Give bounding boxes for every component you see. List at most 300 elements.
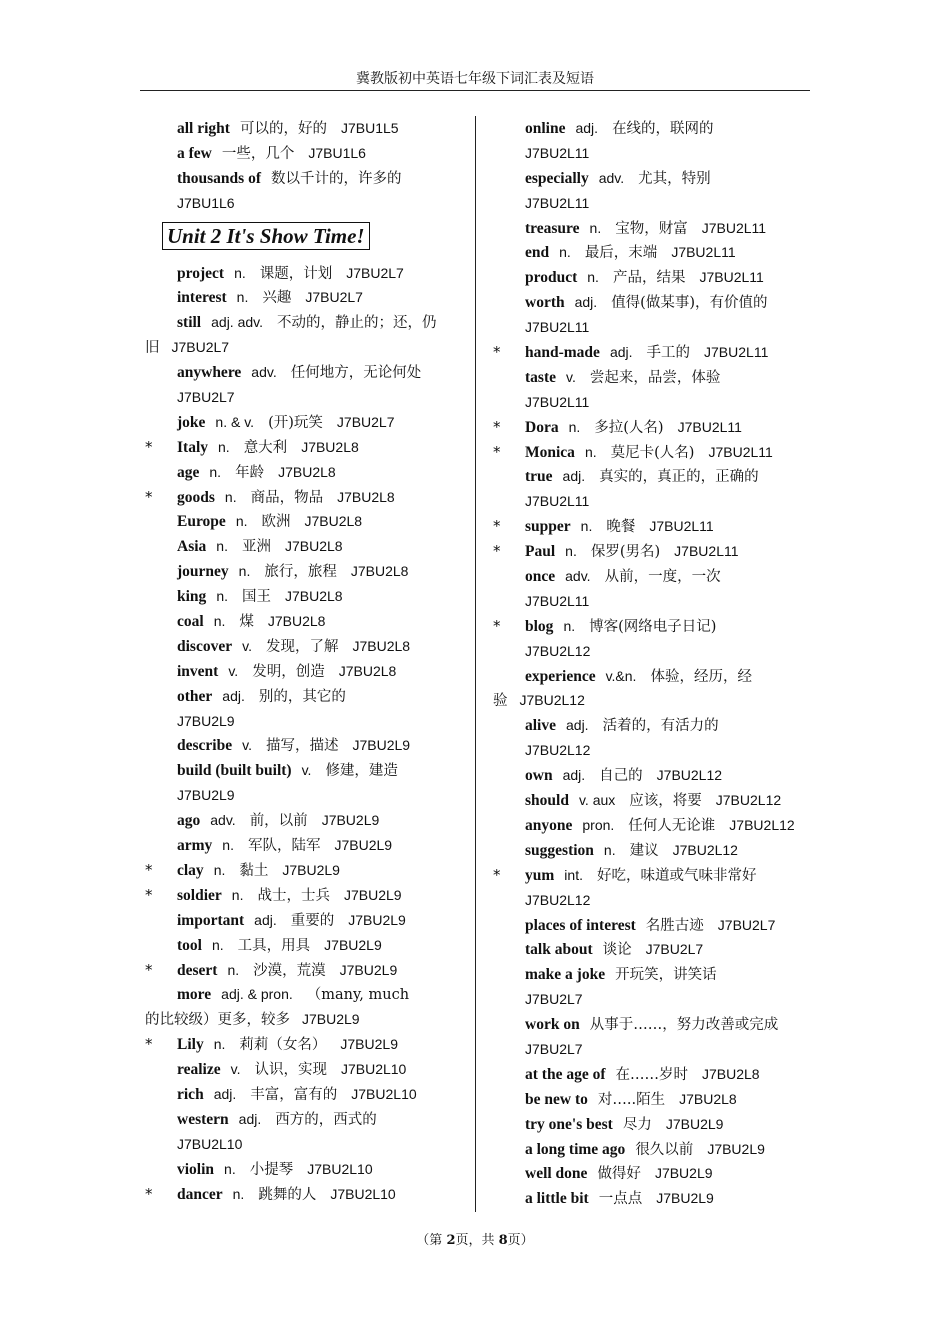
vocab-word: true [525,468,553,486]
vocab-line [145,933,463,958]
part-of-speech: adv. [251,364,277,381]
lesson-code: J7BU2L7 [645,941,704,958]
word-meaning: 体验，经历，经 [650,668,752,685]
vocab-word: ago [177,812,201,830]
line-body [177,883,414,909]
vocab-word: king [177,588,207,606]
footer-suffix: 页） [507,1233,534,1248]
word-meaning: 西方的，西式的 [275,1111,377,1128]
vocab-line [145,908,463,933]
vocab-line [145,534,463,559]
vocab-line [493,863,813,888]
word-meaning: 可以的，好的 [239,121,327,137]
lesson-code: J7BU2L9 [340,1036,398,1053]
line-body [177,1182,408,1208]
line-body [177,1107,391,1133]
vocab-word: army [177,837,213,855]
vocab-word: a few [177,144,212,162]
column-divider [475,116,476,1212]
vocab-word: Lily [177,1036,204,1054]
part-of-speech: n. [568,418,581,435]
vocab-line [145,261,463,286]
part-of-speech: v. [242,737,252,754]
part-of-speech: adv. [598,169,625,186]
lesson-code: J7BU2L12 [715,792,782,809]
star-marker: * [145,960,153,979]
line-body [525,589,601,614]
lesson-code: J7BU2L12 [656,767,723,784]
vocab-word: anywhere [177,364,242,382]
vocab-line [145,1032,463,1057]
lesson-code: J7BU2L11 [525,592,590,609]
lesson-code: J7BU2L11 [525,393,590,410]
star-marker: * [145,885,153,904]
word-meaning: 课题，计划 [259,265,333,282]
lesson-code: J7BU2L8 [301,438,359,455]
line-body [525,1161,725,1187]
line-body [177,1157,385,1183]
vocab-word: journey [177,563,229,581]
lesson-code: J7BU2L7 [171,339,230,356]
line-body [177,709,247,734]
line-body [525,440,785,466]
part-of-speech: v. aux [578,792,616,809]
line-body [525,1062,772,1088]
vocab-word: a little bit [525,1190,589,1208]
word-meaning: 沙漠，荒漠 [253,962,326,979]
star-marker: * [493,442,501,461]
lesson-code: J7BU2L12 [672,841,738,858]
word-meaning: 发明，创造 [252,663,325,680]
line-body [525,539,751,565]
lesson-code: J7BU2L8 [337,488,395,505]
part-of-speech: v. [301,762,312,779]
vocab-line [145,1007,463,1032]
lesson-code: J7BU2L11 [708,443,773,460]
line-body [177,684,360,710]
vocab-line [493,1161,813,1186]
vocab-line [493,664,813,689]
lesson-code: J7BU2L10 [177,1135,243,1152]
vocab-line [493,1112,813,1137]
vocab-line [145,1182,463,1207]
word-meaning: （many, much [306,987,410,1004]
lesson-code: J7BU2L10 [351,1085,417,1102]
part-of-speech: n. [232,1185,245,1202]
word-meaning: 工具，用具 [237,937,311,954]
line-body [177,783,247,808]
vocab-word: Asia [177,538,207,556]
lesson-code: J7BU2L8 [285,588,343,605]
vocab-line [145,1057,463,1082]
lesson-code: J7BU2L10 [330,1185,396,1202]
vocab-line [145,758,463,783]
word-meaning: 晚餐 [606,519,636,536]
vocab-word: hand-made [525,344,600,362]
line-body [525,514,726,540]
vocab-line [493,539,813,564]
lesson-code: J7BU2L9 [321,812,380,829]
vocab-word: work on [525,1016,580,1034]
vocab-word: discover [177,637,233,655]
lesson-code: J7BU2L12 [525,891,591,908]
line-body [177,191,247,216]
word-meaning: 年龄 [235,464,265,481]
vocab-word: tool [177,936,202,954]
vocab-word: realize [177,1061,221,1079]
line-body [525,987,595,1012]
vocab-word: more [177,986,212,1004]
footer-page-total: 8 [498,1233,508,1248]
line-body [525,1012,792,1038]
continued-text: 旧 [145,340,160,357]
word-meaning: 煤 [239,614,254,631]
vocab-word: dancer [177,1185,223,1203]
lesson-code: J7BU2L7 [525,991,583,1008]
vocab-line [145,883,463,908]
part-of-speech: adj. [254,911,277,928]
vocab-line [493,888,813,913]
vocab-line [493,1037,813,1062]
lesson-code: J7BU2L7 [336,413,395,430]
word-meaning: 亚洲 [241,539,271,556]
vocab-line [493,813,813,838]
vocab-line [493,265,813,290]
line-body [177,141,378,167]
word-meaning: 描写，描述 [265,738,339,755]
word-meaning: 产品，结果 [612,270,686,287]
vocab-word: should [525,792,569,810]
word-meaning: 很久以前 [635,1141,694,1158]
part-of-speech: n. [211,936,224,953]
vocab-word: make a joke [525,966,606,984]
vocab-line [145,958,463,983]
line-body [177,833,404,859]
vocab-line [145,335,463,360]
line-body [177,410,407,436]
lesson-code: J7BU2L9 [665,1115,724,1132]
vocab-line [145,584,463,609]
lesson-code: J7BU2L8 [352,637,411,654]
lesson-code: J7BU2L8 [702,1065,760,1082]
lesson-code: J7BU2L10 [307,1160,373,1177]
word-meaning: 活着的，有活力的 [602,718,719,735]
part-of-speech: adj. [566,717,589,734]
line-body [525,116,728,142]
vocab-line [145,982,463,1007]
line-body [525,937,715,963]
continued-text: 验 [493,693,508,710]
line-body [177,634,422,660]
vocab-word: western [177,1110,229,1128]
lesson-code: J7BU2L11 [701,219,767,236]
part-of-speech: n. [224,488,237,505]
word-meaning: 对…..陌生 [597,1091,666,1108]
star-marker: * [493,517,501,536]
part-of-speech: n. [209,463,222,480]
part-of-speech: v.&n. [605,667,637,684]
vocab-line [145,509,463,534]
line-body [525,141,601,166]
star-marker: * [145,1184,153,1203]
vocab-word: soldier [177,886,222,904]
word-meaning: 任何地方，无论何处 [290,365,422,382]
part-of-speech: int. [564,866,583,883]
vocab-line [493,290,813,315]
part-of-speech: pron. [582,816,615,833]
part-of-speech: adj. [562,767,586,784]
vocab-line [145,659,463,684]
line-body [177,659,408,685]
vocab-line [145,116,463,141]
line-body [177,285,375,311]
vocab-word: talk about [525,941,593,959]
vocab-line [493,1137,813,1162]
lesson-code: J7BU2L11 [704,344,769,361]
line-body [525,166,725,192]
part-of-speech: n. [563,617,576,634]
line-body [525,639,602,664]
part-of-speech: v. [228,662,239,679]
vocab-line [145,709,463,734]
line-body [177,808,391,834]
lesson-code: J7BU2L9 [324,936,382,953]
part-of-speech: n. [216,538,228,555]
part-of-speech: adj. [609,344,633,361]
vocab-word: taste [525,368,556,386]
line-body [525,240,748,266]
word-meaning: 应该，将要 [629,793,702,810]
page-header: 冀教版初中英语七年级下词汇表及短语 [140,70,810,91]
word-meaning: 建议 [629,842,659,859]
word-meaning: 旅行，旅程 [264,564,337,581]
vocab-word: Italy [177,438,208,456]
vocab-line [493,713,813,738]
word-meaning: 在线的，联网的 [612,121,714,137]
lesson-code: J7BU2L8 [338,662,397,679]
vocab-word: build (built built) [177,762,292,780]
vocab-word: blog [525,617,554,635]
part-of-speech: adj. [222,687,245,704]
line-body [177,460,348,486]
lesson-code: J7BU2L7 [177,389,235,406]
word-meaning: 黏土 [239,862,269,879]
line-body [177,485,407,511]
vocab-line [493,1087,813,1112]
lesson-code: J7BU2L9 [177,712,235,729]
star-marker: * [145,437,153,456]
part-of-speech: n. [584,443,597,460]
lesson-code: J7BU2L8 [304,513,363,530]
part-of-speech: n. [603,841,616,858]
line-body [525,913,787,939]
vocab-line [145,783,463,808]
vocab-line [145,166,463,191]
vocab-word: violin [177,1160,215,1178]
line-body [525,265,776,291]
lesson-code: J7BU2L7 [525,1040,583,1057]
vocab-line [145,410,463,435]
word-meaning: 欧洲 [261,514,291,531]
line-body [177,758,412,784]
part-of-speech: n. [224,1160,236,1177]
vocab-word: own [525,767,553,785]
part-of-speech: n. & v. [215,413,255,430]
left-column [145,116,463,1206]
word-meaning: 谈论 [602,942,632,959]
vocab-line [145,609,463,634]
line-body [525,340,780,366]
word-meaning: 自己的 [599,768,643,785]
lesson-code: J7BU2L8 [278,463,336,480]
vocab-line [145,634,463,659]
vocab-word: age [177,463,200,481]
line-body [525,838,750,864]
vocab-line [145,460,463,485]
line-body [177,858,352,884]
vocab-line [493,464,813,489]
word-meaning: 保罗(男名) [590,544,661,561]
vocab-line [493,340,813,365]
lesson-code: J7BU2L9 [334,837,393,854]
word-meaning: 国王 [242,589,271,606]
vocab-line [493,838,813,863]
part-of-speech: adj. & pron. [221,986,293,1003]
line-body [525,1112,735,1138]
vocab-word: invent [177,662,219,680]
line-body [525,788,793,814]
lesson-code: J7BU2L11 [699,269,764,286]
word-meaning: 做得好 [597,1166,641,1183]
word-meaning: 兴趣 [262,290,292,307]
vocab-word: try one's best [525,1115,613,1133]
lesson-code: J7BU2L9 [654,1165,713,1182]
vocab-line [145,1107,463,1132]
word-meaning: 丰富，富有的 [250,1086,338,1103]
line-body [177,166,416,192]
vocab-line [145,485,463,510]
star-marker: * [493,417,501,436]
word-meaning: 军队，陆军 [247,838,321,855]
lesson-code: J7BU2L9 [282,861,340,878]
vocab-line [145,559,463,584]
vocab-line [145,733,463,758]
word-meaning: 从前，一度，一次 [604,569,721,586]
vocab-line [145,360,463,385]
line-body [525,290,782,316]
word-meaning: 莫尼卡(人名) [610,444,695,461]
line-body [177,310,451,336]
line-body [145,1007,372,1033]
star-marker: * [493,343,501,362]
line-body [525,390,601,415]
vocab-line [493,216,813,241]
lesson-code: J7BU2L11 [525,144,590,161]
lesson-code: J7BU2L9 [352,737,411,754]
vocab-line [145,141,463,166]
lesson-code: J7BU2L12 [525,742,591,759]
lesson-code: J7BU1L6 [177,194,235,211]
vocab-line [493,1012,813,1037]
part-of-speech: adj. [574,294,598,311]
part-of-speech: n. [559,244,571,261]
vocab-word: supper [525,518,571,536]
lesson-code: J7BU1L5 [340,120,399,136]
right-column [493,116,813,1211]
word-meaning: 值得(做某事)，有价值的 [611,295,768,312]
vocab-line [493,987,813,1012]
word-meaning: 别的，其它的 [258,688,346,705]
line-body [525,489,601,514]
line-body [177,584,355,610]
vocab-word: Paul [525,543,556,561]
lesson-code: J7BU2L9 [343,886,402,903]
word-meaning: 发现，了解 [265,638,339,655]
word-meaning: 任何人无论谁 [628,817,716,834]
lesson-code: J7BU2L9 [177,787,235,804]
vocab-line [493,415,813,440]
word-meaning: 宝物，财富 [615,220,688,237]
lesson-code: J7BU1L6 [308,144,366,161]
vocab-line [145,1157,463,1182]
word-meaning: 名胜古迹 [645,917,704,934]
lesson-code: J7BU2L11 [671,244,736,261]
word-meaning: 跳舞的人 [258,1186,317,1203]
lesson-code: J7BU2L9 [348,911,406,928]
part-of-speech: n. [236,289,249,306]
vocab-line [145,808,463,833]
word-meaning: 真实的，真正的，正确的 [599,469,759,486]
line-body [525,863,770,889]
page-footer [0,1229,950,1248]
word-meaning: 数以千计的，许多的 [271,170,402,187]
part-of-speech: n. [227,961,240,978]
word-meaning: 多拉(人名) [594,419,664,436]
line-body [525,763,734,789]
word-meaning: 尤其，特别 [638,170,711,187]
vocab-line [145,1082,463,1107]
line-body [145,335,241,361]
lesson-code: J7BU2L9 [707,1140,765,1157]
vocab-line [145,684,463,709]
vocab-word: well done [525,1165,588,1183]
lesson-code: J7BU2L8 [679,1090,737,1107]
line-body [177,509,374,535]
vocab-line [493,788,813,813]
star-marker: * [493,616,501,635]
lesson-code: J7BU2L12 [525,642,591,659]
vocab-word: once [525,568,556,586]
star-marker: * [145,1035,153,1054]
part-of-speech: n. [238,563,251,580]
lesson-code: J7BU2L11 [525,194,590,211]
vocab-line [493,390,813,415]
vocab-word: other [177,687,213,705]
vocab-line [493,141,813,166]
lesson-code: J7BU2L8 [350,563,409,580]
line-body [525,888,602,913]
part-of-speech: n. [222,837,234,854]
word-meaning: 手工的 [646,345,691,362]
vocab-line [145,858,463,883]
word-meaning: 不动的，静止的；还，仍 [277,315,437,332]
line-body [177,116,411,142]
unit-heading: Unit 2 It's Show Time! [162,222,370,250]
vocab-word: describe [177,737,233,755]
vocab-word: all right [177,120,230,137]
vocab-line [493,514,813,539]
vocab-line [493,564,813,589]
